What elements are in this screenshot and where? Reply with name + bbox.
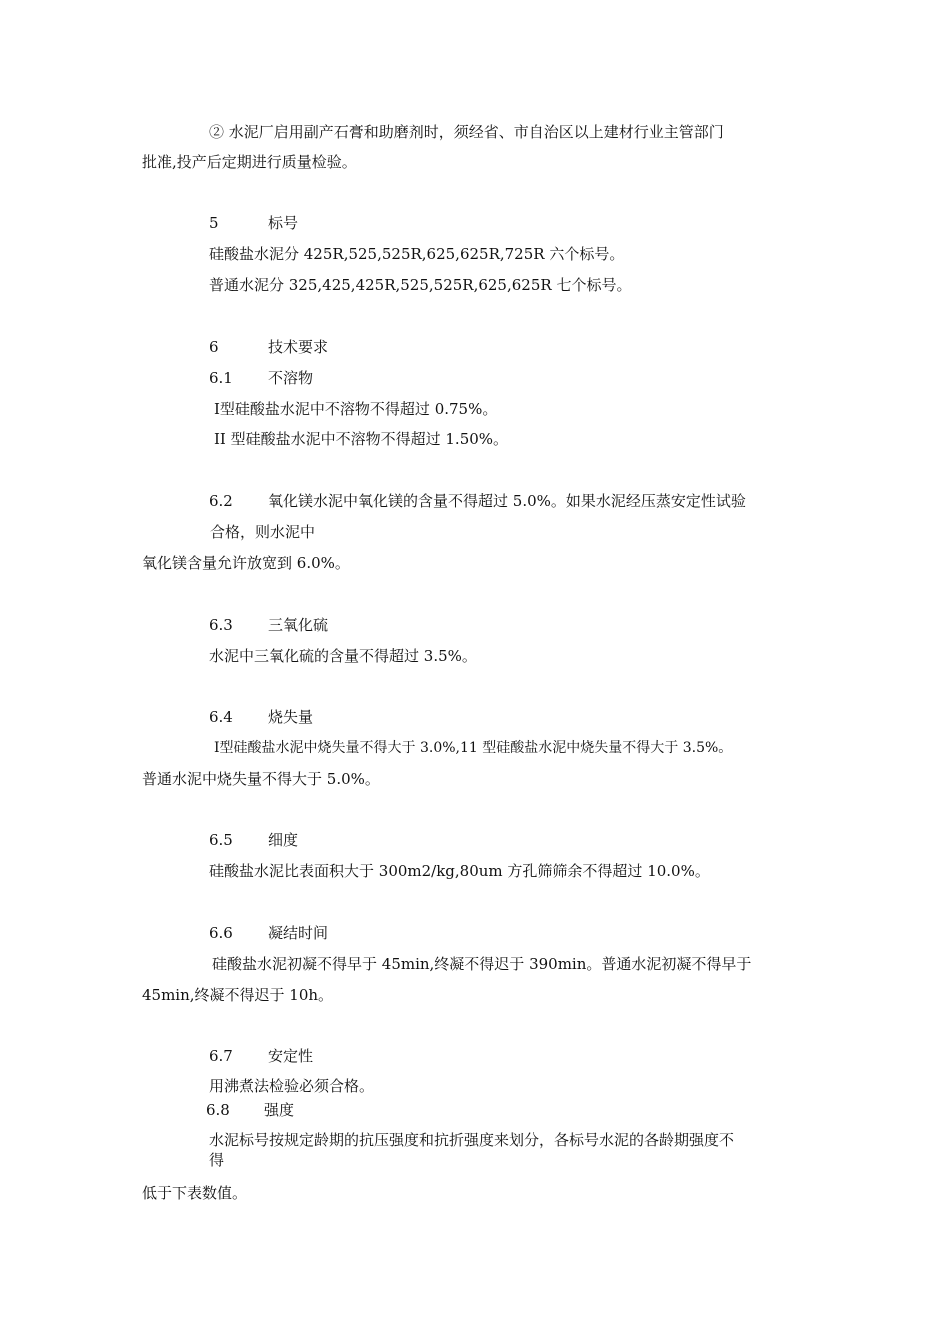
paragraph-line: 低于下表数值。 [142,1184,248,1202]
paragraph-line: 得 [209,1151,225,1169]
paragraph-line: 硅酸盐水泥比表面积大于 300m2/kg,80um 方孔筛筛余不得超过 10.0%。 [209,862,710,880]
paragraph-line: Ⅰ型硅酸盐水泥中烧失量不得大于 3.0%,11 型硅酸盐水泥中烧失量不得大于 3.5%。 [214,740,733,756]
paragraph-line: ② 水泥厂启用副产石膏和助磨剂时，须经省、市自治区以上建材行业主管部门 [209,123,724,141]
paragraph-line: 45min,终凝不得迟于 10h。 [142,986,334,1004]
section-title: 安定性 [268,1047,314,1065]
section-title: 强度 [264,1101,295,1119]
section-title: 不溶物 [268,369,314,387]
section-title: 氧化镁水泥中氧化镁的含量不得超过 5.0%。如果水泥经压蒸安定性试验 [268,492,746,510]
section-number: 6 [209,338,219,356]
section-number: 6.4 [209,708,233,726]
section-number: 6.2 [209,492,233,510]
section-number: 6.6 [209,924,233,942]
paragraph-line: 氧化镁含量允许放宽到 6.0%。 [142,554,350,572]
section-number: 6.7 [209,1047,233,1065]
paragraph-line: 合格，则水泥中 [210,523,316,541]
section-title: 凝结时间 [268,924,329,942]
section-title: 细度 [268,831,299,849]
paragraph-line: 普通水泥分 325,425,425R,525,525R,625,625R 七个标号。 [209,276,632,294]
section-number: 6.1 [209,369,233,387]
paragraph-line: 硅酸盐水泥初凝不得早于 45min,终凝不得迟于 390min。普通水泥初凝不得早于 [212,955,752,973]
section-number: 6.8 [206,1101,230,1119]
section-number: 5 [209,214,219,232]
section-number: 6.5 [209,831,233,849]
paragraph-line: II 型硅酸盐水泥中不溶物不得超过 1.50%。 [214,430,509,448]
paragraph-line: 普通水泥中烧失量不得大于 5.0%。 [142,770,380,788]
paragraph-line: 硅酸盐水泥分 425R,525,525R,625,625R,725R 六个标号。 [209,245,625,263]
section-title: 技术要求 [268,338,329,356]
section-number: 6.3 [209,616,233,634]
section-title: 烧失量 [268,708,314,726]
section-title: 三氧化硫 [268,616,329,634]
paragraph-line: 批准,投产后定期进行质量检验。 [142,153,357,171]
paragraph-line: 水泥中三氧化硫的含量不得超过 3.5%。 [209,647,477,665]
paragraph-line: 用沸煮法检验必须合格。 [209,1077,375,1095]
section-title: 标号 [268,214,299,232]
paragraph-line: Ⅰ型硅酸盐水泥中不溶物不得超过 0.75%。 [214,400,498,418]
paragraph-line: 水泥标号按规定龄期的抗压强度和抗折强度来划分，各标号水泥的各龄期强度不 [209,1131,735,1149]
